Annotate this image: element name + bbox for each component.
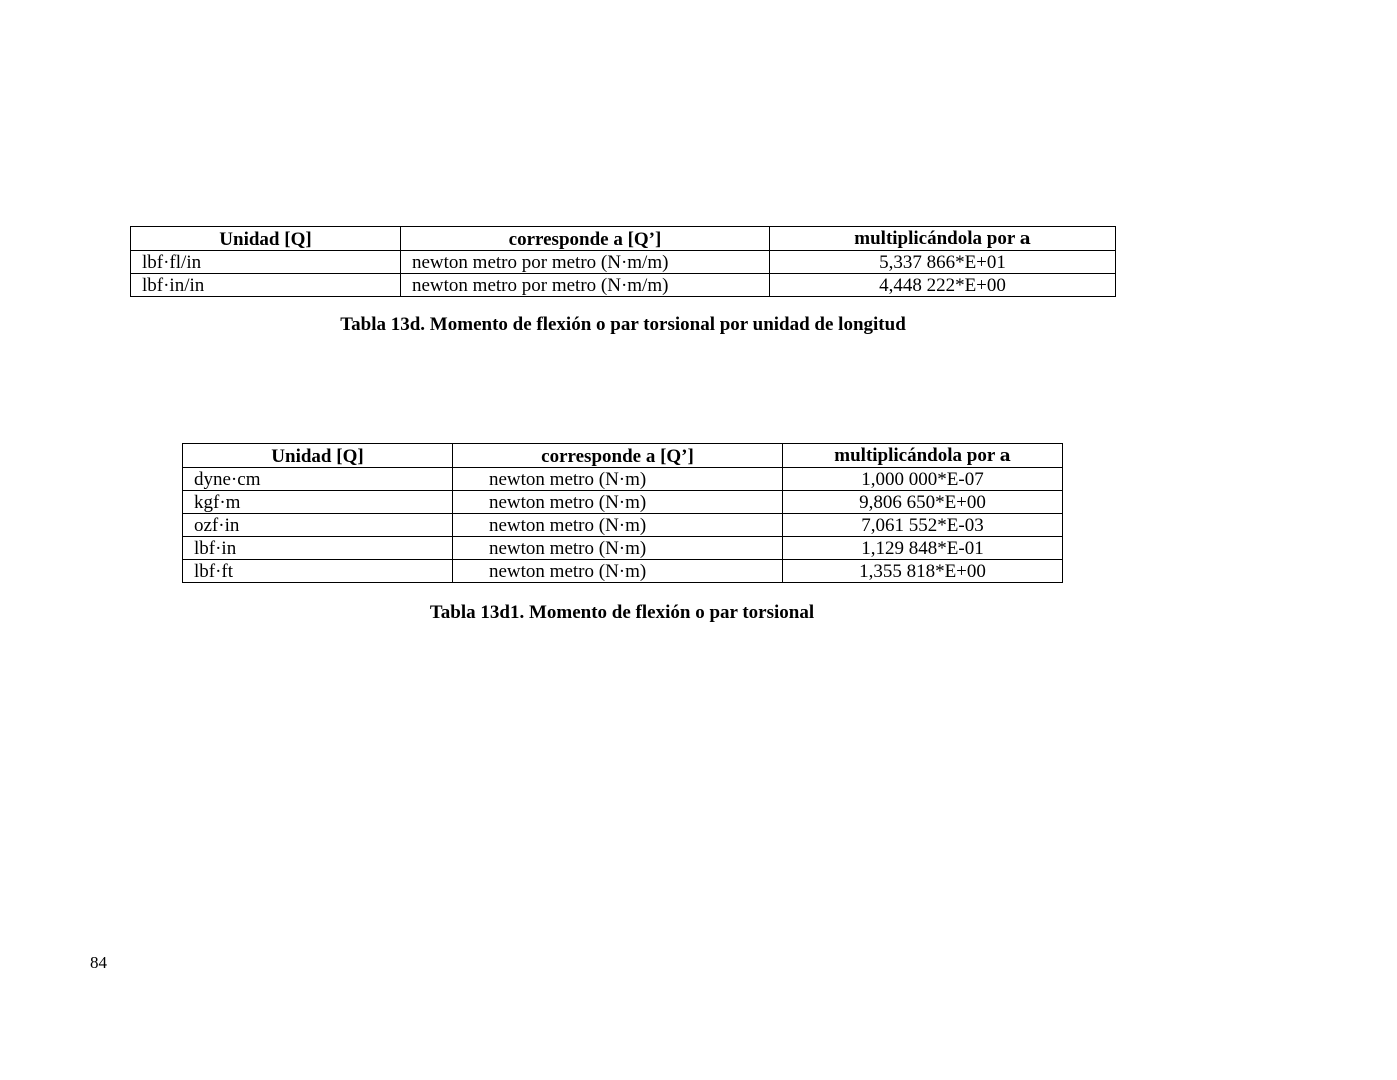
table-row <box>131 274 1116 297</box>
header-multiplicandola-label: multiplicándola por <box>834 445 995 466</box>
target-unit-cell: newton metro (N·m) <box>453 491 783 514</box>
header-multiplicandola <box>770 227 1116 251</box>
conversion-table-13d1 <box>182 443 1063 583</box>
target-unit-cell: newton metro (N·m) <box>453 537 783 560</box>
conversion-table-13d <box>130 226 1116 297</box>
table-row <box>183 537 1063 560</box>
header-corresponde: corresponde a [Q’] <box>453 444 783 468</box>
header-unidad: Unidad [Q] <box>131 227 401 251</box>
table-row <box>183 491 1063 514</box>
table-row <box>183 514 1063 537</box>
target-unit-cell: newton metro por metro (N·m/m) <box>401 274 770 297</box>
table-row <box>131 251 1116 274</box>
factor-cell: 1,129 848*E-01 <box>783 537 1063 560</box>
table-caption-13d1: Tabla 13d1. Momento de flexión o par torsional <box>429 602 815 623</box>
unit-cell: kgf·m <box>183 491 453 514</box>
factor-cell: 5,337 866*E+01 <box>770 251 1116 274</box>
header-multiplicandola <box>783 444 1063 468</box>
unit-cell: lbf·in <box>183 537 453 560</box>
header-factor-a: a <box>999 446 1011 466</box>
target-unit-cell: newton metro (N·m) <box>453 514 783 537</box>
header-multiplicandola-label: multiplicándola por <box>854 228 1015 249</box>
header-corresponde: corresponde a [Q’] <box>401 227 770 251</box>
unit-cell: lbf·in/in <box>131 274 401 297</box>
header-factor-a: a <box>1019 229 1031 249</box>
table-row <box>183 468 1063 491</box>
unit-cell: lbf·ft <box>183 560 453 583</box>
unit-cell: lbf·fl/in <box>131 251 401 274</box>
unit-cell: ozf·in <box>183 514 453 537</box>
target-unit-cell: newton metro (N·m) <box>453 468 783 491</box>
factor-cell: 1,000 000*E-07 <box>783 468 1063 491</box>
factor-cell: 4,448 222*E+00 <box>770 274 1116 297</box>
page-number: 84 <box>90 953 107 972</box>
table-header-row <box>183 444 1063 468</box>
target-unit-cell: newton metro (N·m) <box>453 560 783 583</box>
unit-cell: dyne·cm <box>183 468 453 491</box>
table-header-row <box>131 227 1116 251</box>
target-unit-cell: newton metro por metro (N·m/m) <box>401 251 770 274</box>
factor-cell: 9,806 650*E+00 <box>783 491 1063 514</box>
header-unidad: Unidad [Q] <box>183 444 453 468</box>
factor-cell: 1,355 818*E+00 <box>783 560 1063 583</box>
table-caption-13d: Tabla 13d. Momento de flexión o par torsional por unidad de longitud <box>340 314 906 335</box>
table-row <box>183 560 1063 583</box>
factor-cell: 7,061 552*E-03 <box>783 514 1063 537</box>
